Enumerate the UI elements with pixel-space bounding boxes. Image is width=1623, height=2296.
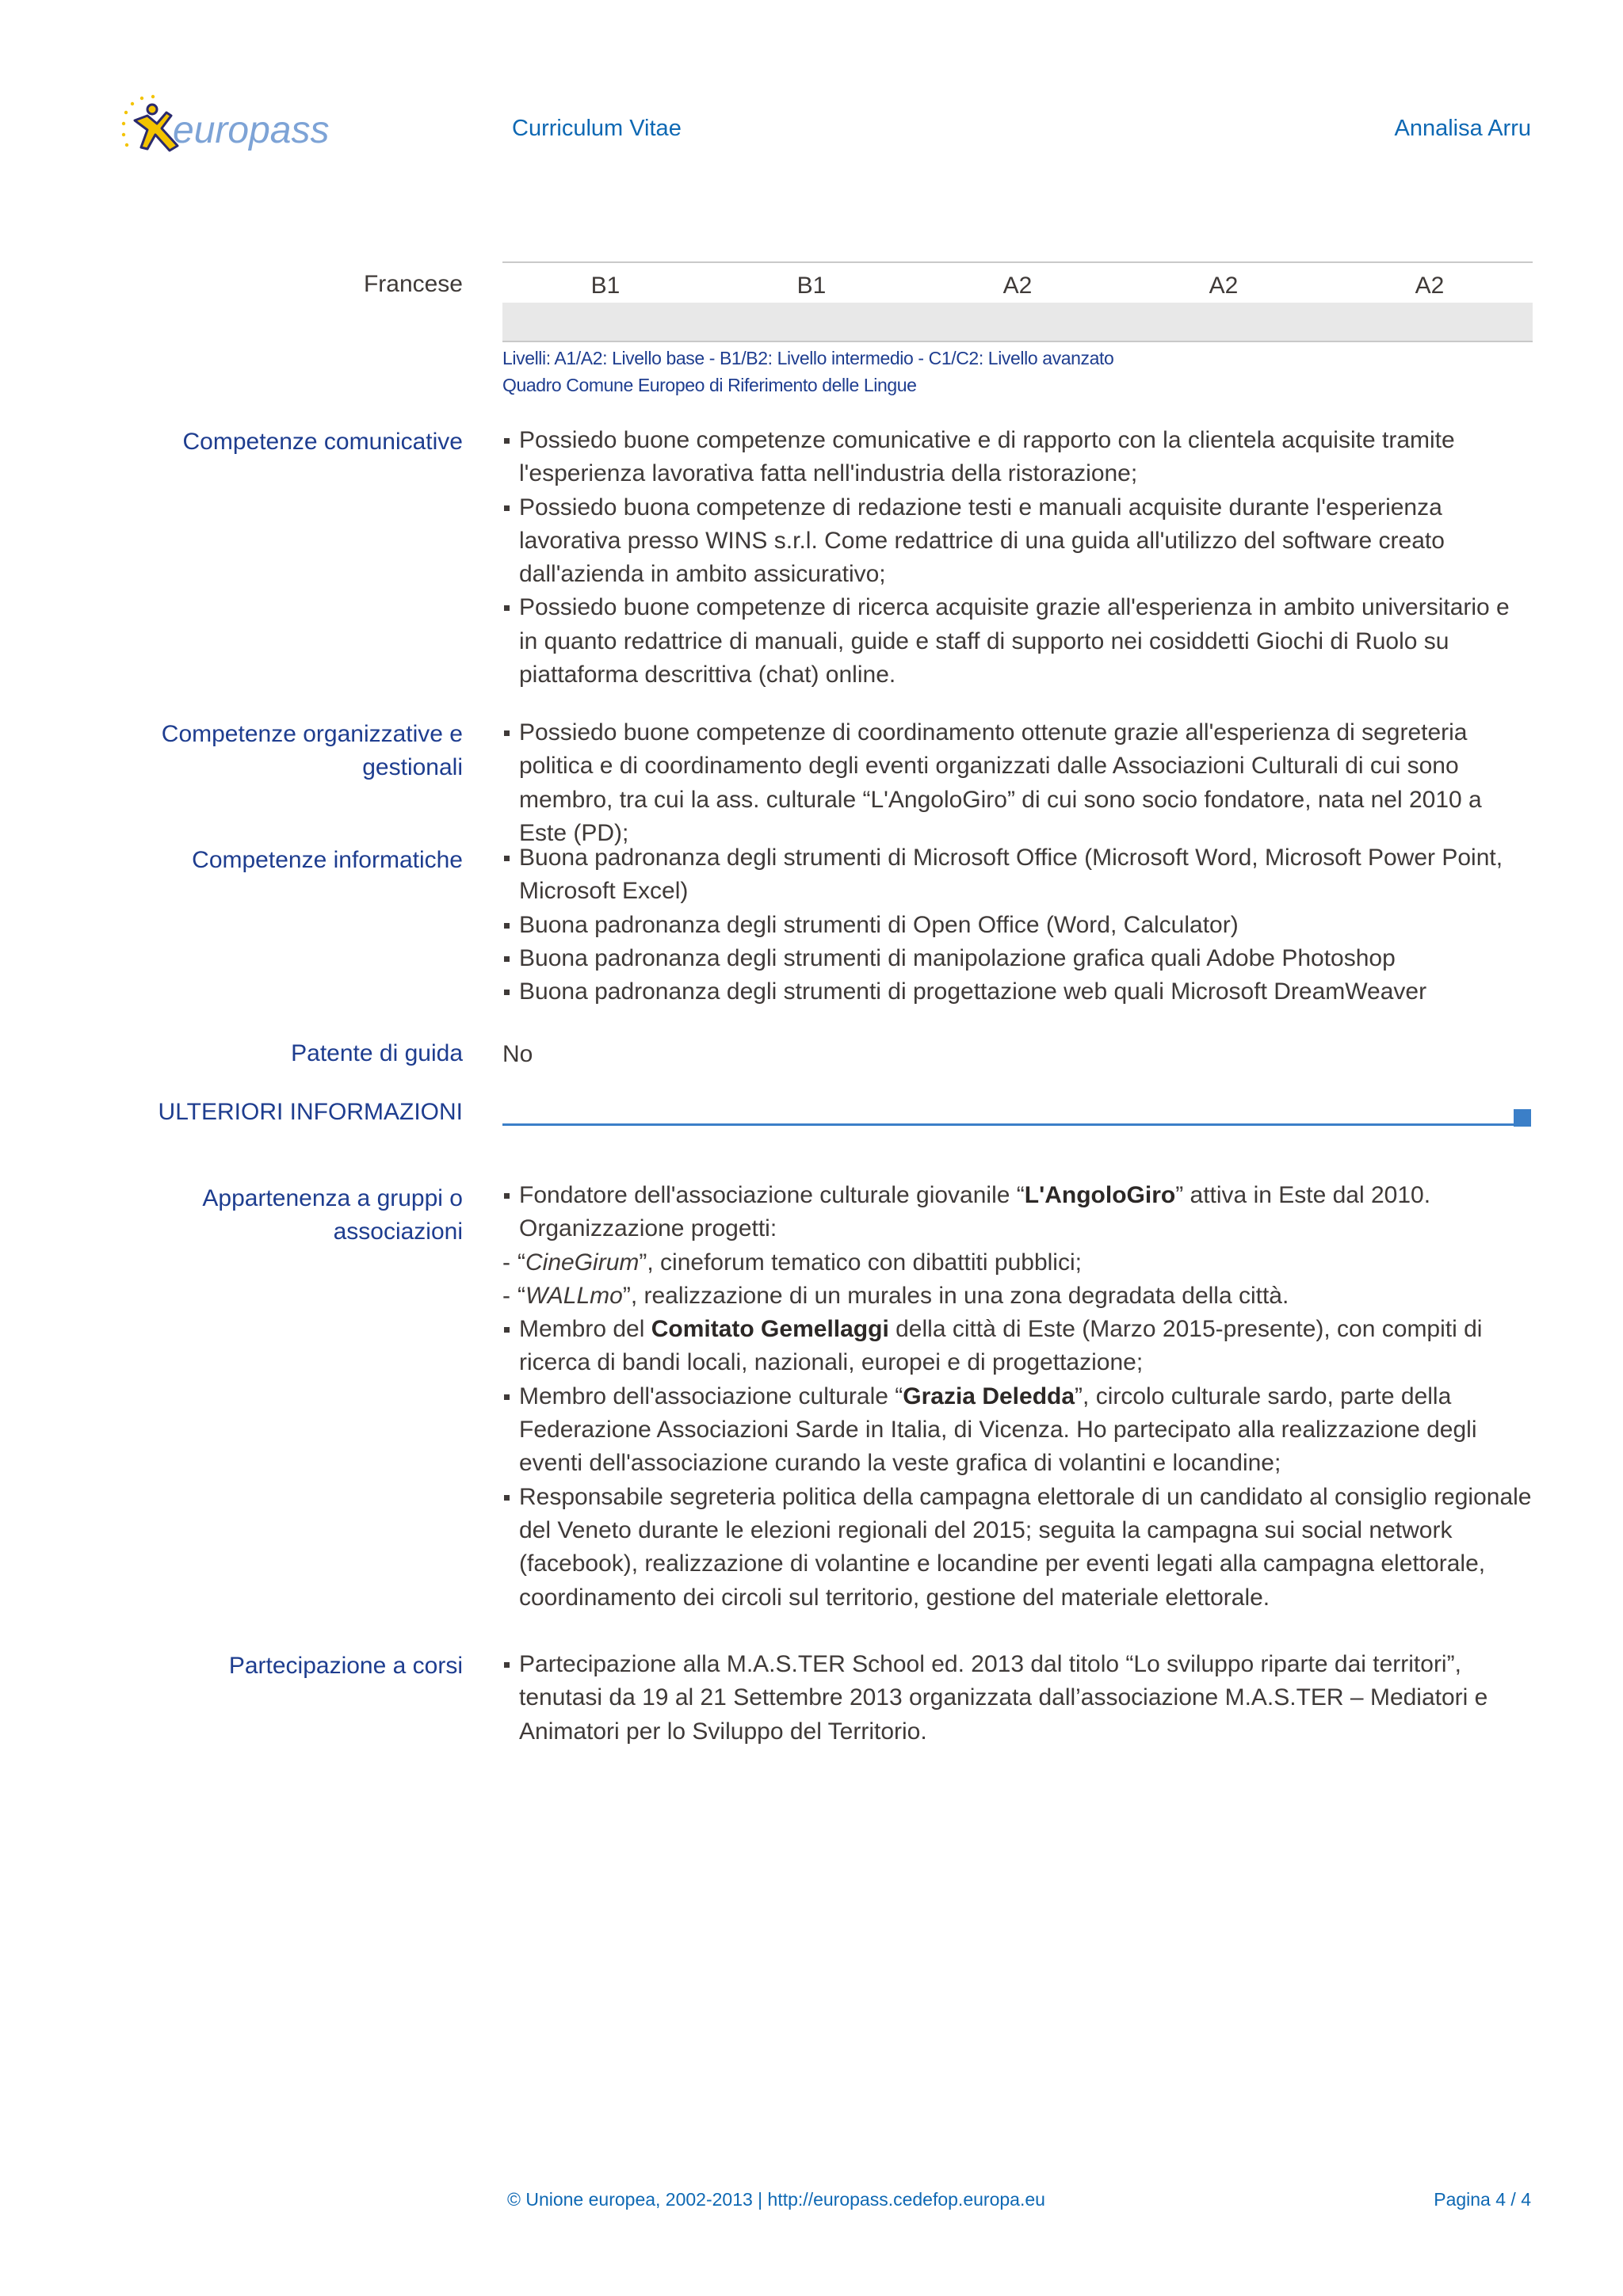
- list-item: Possiedo buone competenze comunicative e di rapporto con la clientela acquisite tramite l'esperienza lavorativa fatta nell'industria della ristorazione;: [502, 424, 1533, 491]
- level-listening: B1: [590, 273, 621, 299]
- document-title: Curriculum Vitae: [512, 116, 682, 141]
- list-item: Possiedo buone competenze di ricerca acquisite grazie all'esperienza in ambito universitario e in quanto redattrice di manuali, guide e staff di supporto nei cosiddetti Giochi di Ruolo su piattaforma descrittiva (chat) online.: [502, 591, 1533, 692]
- label-patente: Patente di guida: [291, 1040, 463, 1066]
- dash-item: - “WALLmo”, realizzazione di un murales in una zona degradata della città.: [502, 1282, 1289, 1309]
- footer-copyright: © Unione europea, 2002-2013 | http://europass.cedefop.europa.eu: [507, 2189, 1045, 2210]
- list-item: Membro dell'associazione culturale “Grazia Deledda”, circolo culturale sardo, parte della Federazione Associazioni Sarde in Italia, di Vicenza. Ho partecipato alla realizzazione degli eventi dell'associazione curando la veste grafica di volantini e locandine;: [502, 1380, 1533, 1481]
- label-line: gestionali: [362, 754, 463, 780]
- list-item: Possiedo buona competenze di redazione testi e manuali acquisite durante l'esperienza lavorativa presso WINS s.r.l. Come redattrice di una guida all'utilizzo del software creato dall'azienda in ambito assicurativo;: [502, 491, 1533, 592]
- list-item: Responsabile segreteria politica della campagna elettorale di un candidato al consiglio regionale del Veneto durante le elezioni regionali del 2015; seguita la campagna sui social network (facebook), realizzazione di volantine e locandine per eventi legati alla campagna elettorale, coordinamento dei circoli sul territorio, gestione del materiale elettorale.: [502, 1481, 1533, 1615]
- person-name: Annalisa Arru: [1394, 116, 1531, 141]
- partecipazione-corsi-content: [502, 1648, 1533, 1749]
- language-levels-row: [502, 266, 1533, 306]
- label-appartenenza-gruppi: [98, 1182, 463, 1249]
- svg-text:europass: europass: [173, 109, 330, 151]
- competenze-informatiche-content: [502, 841, 1533, 1009]
- cefr-reference: Quadro Comune Europeo di Riferimento delle Lingue: [502, 375, 917, 395]
- list-item: Possiedo buone competenze di coordinamento ottenute grazie all'esperienza di segreteria politica e di coordinamento degli eventi organizzati dalle Associazioni Culturali di cui sono membro, tra cui la ass. culturale “L'AngoloGiro” di cui sono socio fondatore, nata nel 2010 a Este (PD);: [502, 716, 1533, 850]
- list-item: Fondatore dell'associazione culturale giovanile “L'AngoloGiro” attiva in Este dal 2010. Organizzazione progetti:: [502, 1179, 1533, 1246]
- section-marker: [1514, 1109, 1531, 1127]
- appartenenza-gruppi-content: [502, 1179, 1533, 1615]
- list-item: Buona padronanza degli strumenti di manipolazione grafica quali Adobe Photoshop: [502, 942, 1533, 975]
- page-number: Pagina 4 / 4: [1434, 2189, 1531, 2210]
- level-interaction: A2: [1002, 273, 1033, 299]
- dash-item: - “CineGirum”, cineforum tematico con dibattiti pubblici;: [502, 1249, 1082, 1276]
- language-name: Francese: [363, 271, 463, 297]
- label-partecipazione-corsi: Partecipazione a corsi: [228, 1653, 463, 1679]
- language-certificate-row: [502, 303, 1533, 342]
- competenze-comunicative-content: [502, 424, 1533, 692]
- list-item: Buona padronanza degli strumenti di progettazione web quali Microsoft DreamWeaver: [502, 975, 1533, 1009]
- level-reading: B1: [796, 273, 827, 299]
- label-competenze-informatiche: Competenze informatiche: [192, 847, 463, 873]
- label-line: Competenze organizzative e: [161, 721, 463, 747]
- levels-legend: Livelli: A1/A2: Livello base - B1/B2: Livello intermedio - C1/C2: Livello avanzato: [502, 348, 1114, 368]
- list-item: Buona padronanza degli strumenti di Microsoft Office (Microsoft Word, Microsoft Power Point, Microsoft Excel): [502, 841, 1533, 909]
- list-item: Membro del Comitato Gemellaggi della città di Este (Marzo 2015-presente), con compiti di ricerca di bandi locali, nazionali, europei e di progettazione;: [502, 1313, 1533, 1380]
- europass-logo-icon: [113, 89, 342, 160]
- level-writing: A2: [1415, 273, 1445, 299]
- label-line: Appartenenza a gruppi o: [202, 1185, 463, 1211]
- europass-logo: [113, 89, 342, 160]
- language-levels-note: [502, 345, 1113, 399]
- patente-value: No: [502, 1041, 533, 1067]
- list-item: Buona padronanza degli strumenti di Open Office (Word, Calculator): [502, 909, 1533, 942]
- label-line: associazioni: [333, 1219, 463, 1245]
- competenze-organizzative-content: [502, 716, 1533, 850]
- section-divider: [502, 1123, 1515, 1126]
- label-competenze-organizzative: [98, 718, 463, 784]
- language-table-top-border: [502, 261, 1533, 263]
- label-competenze-comunicative: Competenze comunicative: [182, 429, 463, 455]
- section-heading-ulteriori: ULTERIORI INFORMAZIONI: [158, 1099, 463, 1125]
- level-production: A2: [1209, 273, 1239, 299]
- list-item: Partecipazione alla M.A.S.TER School ed. 2013 dal titolo “Lo sviluppo riparte dai territori”, tenutasi da 19 al 21 Settembre 2013 organizzata dall’associazione M.A.S.TER – Mediatori e Animatori per lo Sviluppo del Territorio.: [502, 1648, 1533, 1749]
